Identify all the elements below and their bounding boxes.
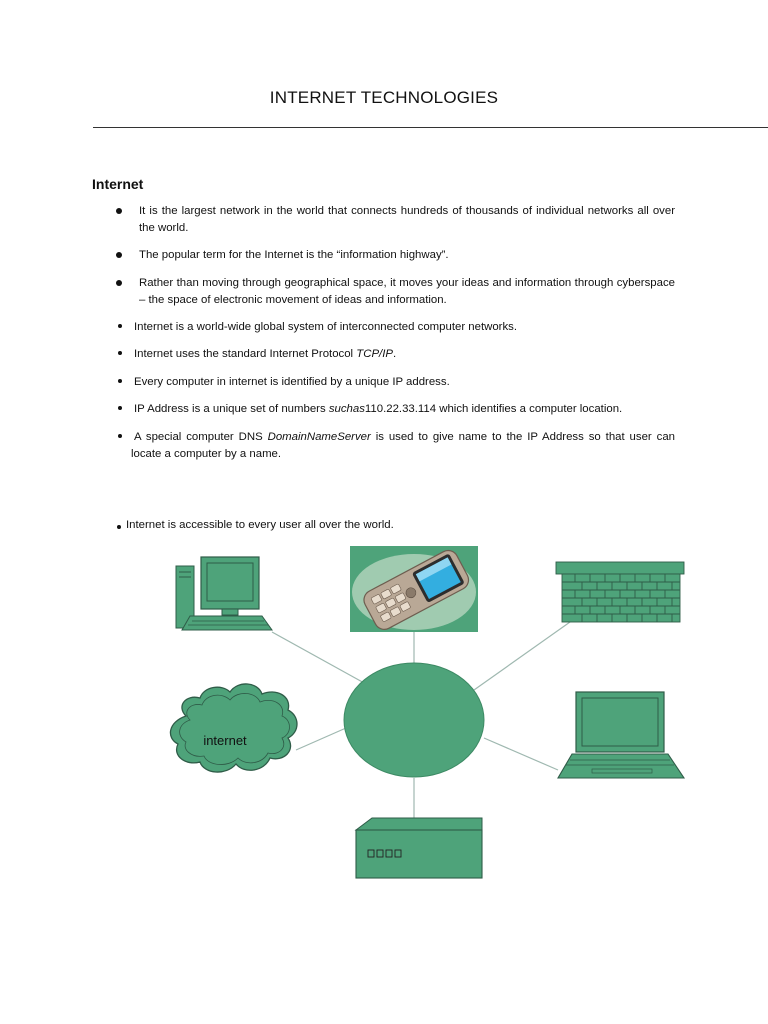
bullet-marker [116,208,122,214]
bullet-marker [118,434,122,438]
desktop-computer-icon [176,557,272,630]
mobile-phone-icon [350,546,478,633]
bullet-marker [118,351,122,355]
bullet-item: Every computer in internet is identified by a unique IP address. [134,376,450,388]
network-diagram [0,540,768,900]
title-divider [93,127,768,128]
bullet-item: Internet uses the standard Internet Protocol TCP/IP. [134,348,397,360]
bullet-marker [118,406,122,410]
bullet-marker [116,252,122,258]
bullet-item: Rather than moving through geographical space, it moves your ideas and information through cyberspace – the space of electronic movement of ideas and information. [139,277,675,306]
bullet-marker [116,280,122,286]
diagram-caption: Internet is accessible to every user all over the world. [126,519,394,531]
page-title: INTERNET TECHNOLOGIES [269,88,499,107]
bullet-marker [117,525,121,529]
bullet-item: A special computer DNS DomainNameServer is used to give name to the IP Address so that user can locate a computer by a name. [131,431,675,460]
bullet-marker [118,379,122,383]
cloud-label: internet [203,733,247,748]
bullet-item: IP Address is a unique set of numbers suchas110.22.33.114 which identifies a computer location. [134,403,623,415]
firewall-icon [556,562,684,622]
internet-cloud-icon [170,684,297,772]
bullet-item: It is the largest network in the world that connects hundreds of thousands of individual networks all over the world. [139,205,675,234]
bullet-marker [118,324,122,328]
bullet-item: Internet is a world-wide global system of interconnected computer networks. [134,321,518,333]
bullet-item: The popular term for the Internet is the “information highway”. [139,249,449,261]
laptop-icon [558,692,684,778]
section-heading: Internet [92,176,144,192]
server-icon [356,818,482,878]
network-hub-node [344,663,484,777]
